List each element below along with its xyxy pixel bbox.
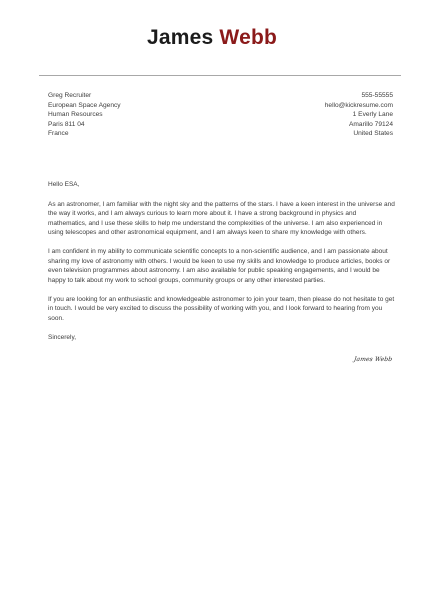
sender-contact-block: [223, 91, 393, 139]
sender-country: United States: [353, 130, 393, 137]
first-name: James: [146, 26, 214, 49]
sender-city: Amarillo 79124: [349, 120, 393, 128]
sender-phone: 555-55555: [361, 92, 393, 99]
recipient-country: France: [48, 130, 69, 137]
recipient-address-block: [48, 91, 218, 139]
recipient-department: Human Resources: [48, 111, 103, 118]
header-divider: [39, 75, 401, 76]
applicant-name: [0, 24, 424, 52]
letter-body: [48, 180, 396, 352]
letter-greeting: Hello ESA,: [48, 181, 80, 188]
handwritten-signature: James Webb: [353, 356, 393, 363]
letter-paragraph-3: If you are looking for an enthusiastic and knowledgeable astronomer to join your team, then please do not hesitate to get in touch. I would be very excited to discuss the possibility of working with you, and I look forward to hearing from you soon.: [48, 295, 395, 322]
sender-street: 1 Everly Lane: [352, 111, 393, 118]
letter-closing: Sincerely,: [48, 333, 77, 341]
sender-email: hello@kickresume.com: [324, 101, 393, 109]
recipient-city: Paris 811 04: [48, 120, 85, 128]
recipient-name: Greg Recruiter: [48, 92, 92, 99]
recipient-company: European Space Agency: [48, 101, 121, 109]
last-name: Webb: [219, 26, 277, 49]
letter-paragraph-1: As an astronomer, I am familiar with the night sky and the patterns of the stars. I have a keen interest in the universe and the way it works, and I am always curious to learn more about it. I have a strong background in physics and mathematics, and I use these skills to help me understand the complexities of the universe. I am also experienced in using telescopes and other astronomical equipment, and I am always keen to share my knowledge with others.: [48, 200, 395, 236]
letter-paragraph-2: I am confident in my ability to communicate scientific concepts to a non-scientific audience, and I am passionate about sharing my love of astronomy with others. I would be keen to use my skills and knowledge to produce articles, books or even television programmes about astronomy. I am also available for public speaking engagements, and I would be happy to talk about my work to school groups, community groups or any other interested parties.: [48, 248, 391, 284]
